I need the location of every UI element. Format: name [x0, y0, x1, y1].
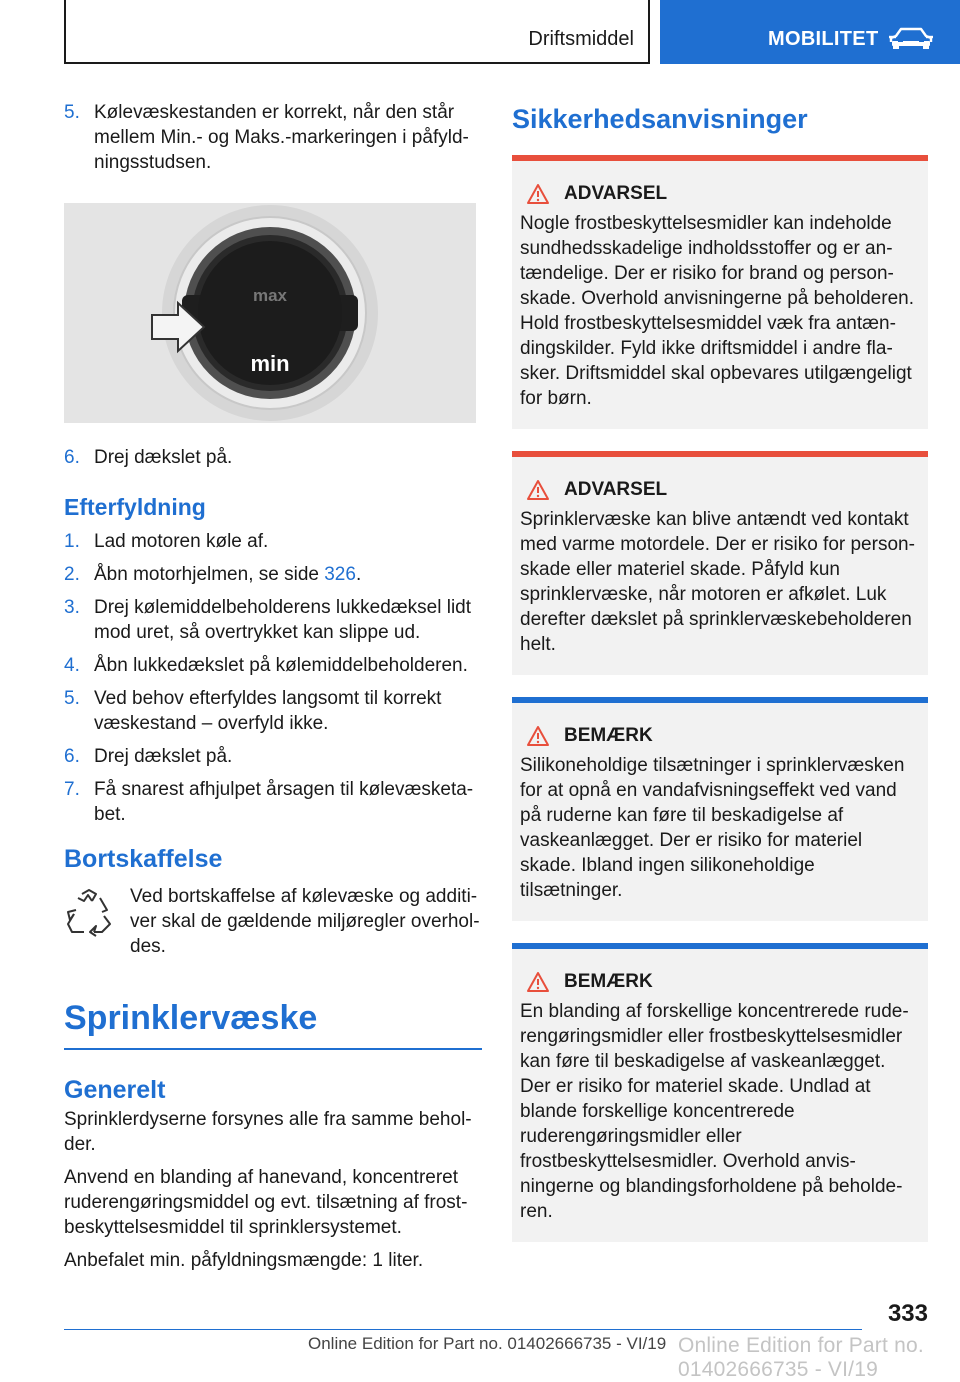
page-number: 333 [887, 1300, 928, 1327]
notice-text: Nogle frostbeskyttelsesmidler kan indeholde sundhedsskadelige indholdsstoffer og er antændelige. Der er risiko for brand og personskade. Overhold anvisningerne på beholderen. Hold frostbeskyttelsesmiddel væk fra antændingskilder. Fyld ikke driftsmiddel i andre flasker. Driftsmiddel skal opbevares utilgængeligt for børn. [520, 213, 914, 409]
left-column [64, 100, 482, 1281]
coolant-cap-illustration [64, 203, 476, 423]
car-icon [887, 26, 935, 50]
paragraph: Anbefalet min. påfyldningsmængde: 1 liter. [64, 1250, 424, 1271]
step-number: 4. [64, 655, 80, 676]
notice-title: BEMÆRK [564, 971, 653, 992]
step-text: Drej dækslet på. [94, 746, 233, 767]
recycle-icon [64, 888, 114, 936]
list-item [64, 445, 482, 470]
step-number: 5. [64, 102, 80, 123]
list-item [64, 653, 482, 678]
step-number: 1. [64, 531, 80, 552]
step-number: 6. [64, 447, 80, 468]
section-heading: Sprinklervæske [64, 999, 482, 1050]
max-mark: max [252, 286, 288, 305]
notice-title: BEMÆRK [564, 725, 653, 746]
step-text [94, 562, 482, 587]
step-text: Drej dækslet på. [94, 447, 233, 468]
notice-title-row [526, 183, 920, 205]
disposal-note [64, 884, 482, 959]
disposal-heading: Bortskaffelse [64, 845, 223, 873]
warning-triangle-icon [526, 479, 550, 501]
caution-triangle-icon [526, 725, 550, 747]
notice-title-row [526, 971, 920, 993]
chapter-tab[interactable] [660, 0, 960, 64]
watermark: Online Edition for Part no. 01402666735 - VI/19 [678, 1334, 924, 1381]
list-item [64, 562, 482, 587]
step-text: Drej kølemiddelbeholderens lukkedæksel lidt mod uret, så overtrykket kan slippe ud. [94, 597, 472, 643]
step-number: 5. [64, 688, 80, 709]
disposal-text: Ved bortskaffelse af kølevæske og additiver skal de gældende miljøregler overholdes. [130, 886, 480, 957]
note-box [512, 943, 928, 1242]
right-column [512, 100, 928, 1254]
paragraph: Anvend en blanding af hanevand, koncentreret ruderengøringsmiddel og evt. tilsætning af frostbeskyttelsesmiddel til sprinklersystemet. [64, 1167, 468, 1238]
page-header [0, 0, 960, 66]
safety-heading: Sikkerhedsanvisninger [512, 104, 808, 134]
step-number: 7. [64, 779, 80, 800]
chapter-title: MOBILITET [768, 28, 879, 50]
step-number: 2. [64, 564, 80, 585]
coolant-level-image [64, 203, 476, 423]
step-text: Lad motoren køle af. [94, 531, 269, 552]
notice-title: ADVARSEL [564, 183, 668, 204]
paragraph: Sprinklerdyserne forsynes alle fra samme beholder. [64, 1109, 472, 1155]
notice-text: Silikoneholdige tilsætninger i sprinklervæsken for at opnå en vandafvisningseffekt ved vand på ruderne kan føre til beskadigelse af vaskeanlægget. Der er risiko for materiel skade. Ibland ingen silikoneholdige tilsætninger. [520, 755, 905, 901]
notice-title: ADVARSEL [564, 479, 668, 500]
note-box [512, 697, 928, 921]
warning-box [512, 451, 928, 675]
step-text-part: . [355, 564, 362, 585]
footer-divider [64, 1329, 862, 1330]
warning-triangle-icon [526, 183, 550, 205]
section-title: Driftsmiddel [528, 28, 634, 50]
step-text: Åbn lukkedækslet på kølemiddelbeholderen. [94, 655, 468, 676]
step-number: 6. [64, 746, 80, 767]
step-text: Ved behov efterfyldes langsomt til korrekt væskestand – overfyld ikke. [94, 688, 442, 734]
notice-title-row [526, 479, 920, 501]
caution-triangle-icon [526, 971, 550, 993]
list-item [64, 686, 482, 736]
list-item [64, 595, 482, 645]
min-mark: min [250, 351, 290, 376]
step-text: Kølevæskestanden er korrekt, når den står mellem Min.- og Maks.-markeringen i påfyldningsstudsen. [94, 102, 469, 173]
list-item [64, 777, 482, 827]
notice-text: Sprinklervæske kan blive antændt ved kontakt med varme motordele. Der er risiko for personskade eller materiel skade. Påfyld kun sprinklervæske, når motoren er afkølet. Luk derefter dækslet på sprinklervæskebeholderen helt. [520, 509, 915, 655]
general-heading: Generelt [64, 1076, 166, 1104]
section-tab [64, 0, 650, 64]
notice-title-row [526, 725, 920, 747]
step-number: 3. [64, 597, 80, 618]
footer-edition: Online Edition for Part no. 01402666735 - VI/19 [308, 1334, 667, 1353]
list-item [64, 744, 482, 769]
notice-text: En blanding af forskellige koncentrerede ruderengøringsmidler eller frostbeskyttelsesmidler kan føre til beskadigelse af vaskeanlægget. Der er risiko for materiel skade. Undlad at blande forskellige koncentrerede ruderengøringsmidler eller frostbeskyttelsesmidler. Overhold anvisningerne og blandingsforholdene på beholderen. [520, 1001, 909, 1222]
list-item [64, 529, 482, 554]
step-text-part: Åbn motorhjelmen, se side [94, 564, 325, 585]
list-item [64, 100, 482, 175]
refill-heading: Efterfyldning [64, 494, 206, 520]
step-text: Få snarest afhjulpet årsagen til kølevæsketabet. [94, 779, 474, 825]
page-link[interactable]: 326 [324, 564, 356, 585]
warning-box [512, 155, 928, 429]
